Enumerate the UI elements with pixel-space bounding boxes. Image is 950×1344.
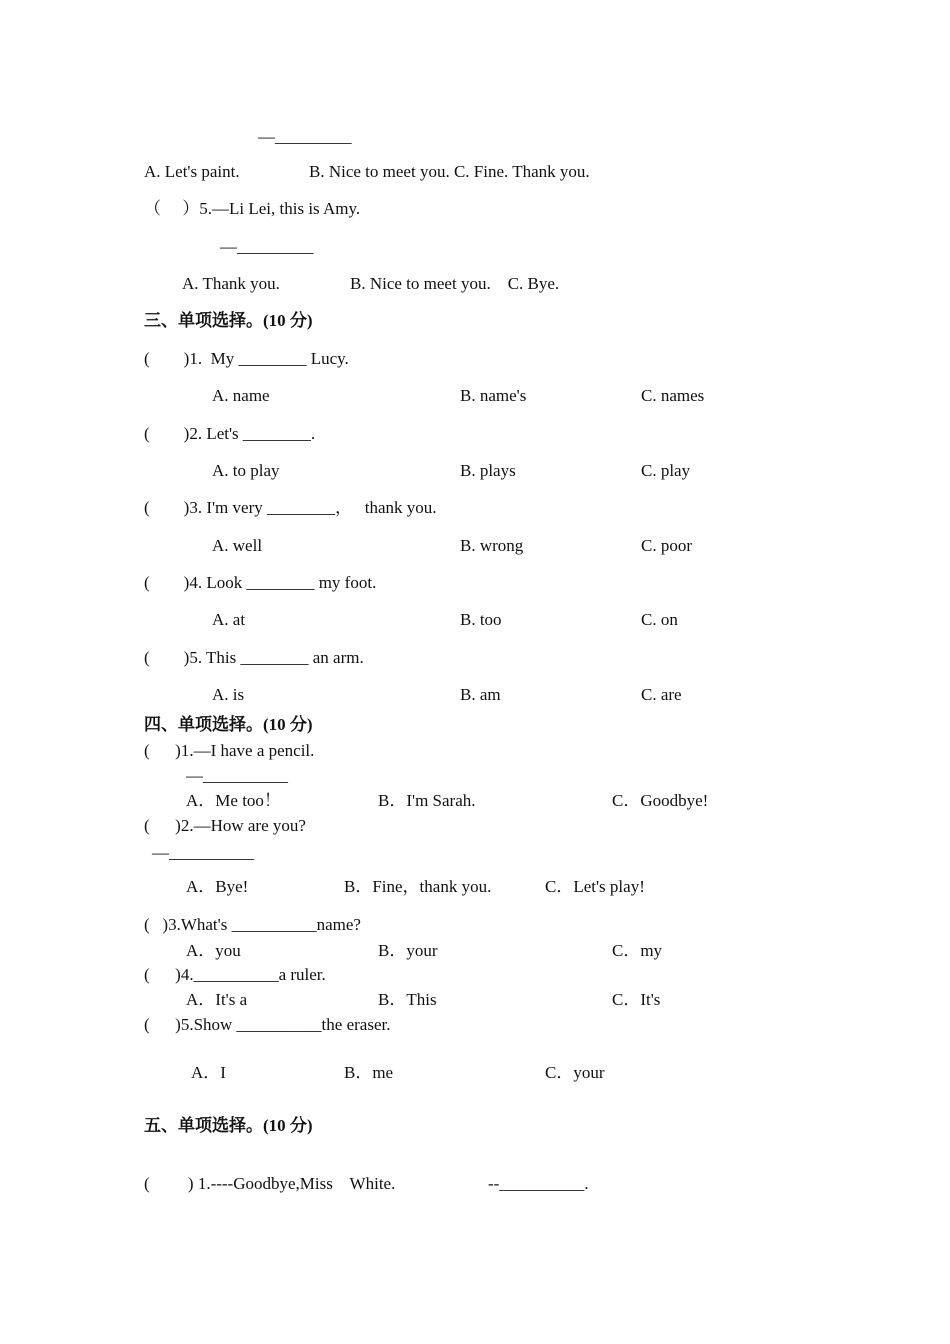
- option-b: B．your: [378, 941, 438, 960]
- option-b: B. name's: [460, 386, 527, 405]
- question-line: ( )1.—I have a pencil.: [144, 741, 315, 760]
- option-c: C. names: [641, 386, 705, 405]
- option-b: B．Fine，thank you.: [344, 877, 492, 896]
- option-c: C. are: [641, 685, 682, 704]
- option-c: C．It's: [612, 990, 661, 1009]
- answer-blank: --__________.: [488, 1174, 589, 1193]
- option-c: C．Goodbye!: [612, 791, 709, 810]
- option-a: A．you: [186, 941, 241, 960]
- question-line: ( ) 1.----Goodbye,Miss White.: [144, 1174, 396, 1193]
- option-c: C．my: [612, 941, 663, 960]
- option-a: A. at: [212, 610, 246, 629]
- option-b: B. am: [460, 685, 501, 704]
- question-line: ( )3.What's __________name?: [144, 915, 361, 934]
- option-c: C．your: [545, 1063, 605, 1082]
- option-a: A. Let's paint.: [144, 162, 240, 181]
- question-line: ( )3. I'm very ________， thank you.: [144, 498, 437, 517]
- option-a: A．Me too！: [186, 791, 281, 810]
- option-bc: B. Nice to meet you. C. Bye.: [350, 274, 560, 293]
- option-a: A. is: [212, 685, 245, 704]
- option-a: A．I: [191, 1063, 226, 1082]
- question-line: （ ）5.—Li Lei, this is Amy.: [144, 199, 361, 218]
- option-a: A. well: [212, 536, 263, 555]
- option-c: C. play: [641, 461, 691, 480]
- option-b: B．This: [378, 990, 437, 1009]
- question-line: ( )2.—How are you?: [144, 816, 306, 835]
- answer-blank: —_________: [258, 127, 352, 146]
- option-c: C. poor: [641, 536, 692, 555]
- answer-blank: —_________: [220, 237, 314, 256]
- answer-blank: —__________: [152, 843, 254, 862]
- answer-blank: —__________: [186, 766, 288, 785]
- option-c: C. on: [641, 610, 678, 629]
- section-heading: 五、单项选择。(10 分): [144, 1116, 313, 1135]
- question-line: ( )5.Show __________the eraser.: [144, 1015, 391, 1034]
- option-c: C．Let's play!: [545, 877, 645, 896]
- section-heading: 三、单项选择。(10 分): [144, 311, 313, 330]
- question-line: ( )4. Look ________ my foot.: [144, 573, 377, 592]
- option-b: B. wrong: [460, 536, 524, 555]
- option-b: B．I'm Sarah.: [378, 791, 476, 810]
- question-line: ( )1. My ________ Lucy.: [144, 349, 349, 368]
- option-a: A. to play: [212, 461, 280, 480]
- option-b: B．me: [344, 1063, 394, 1082]
- option-a: A. name: [212, 386, 270, 405]
- option-bc: B. Nice to meet you. C. Fine. Thank you.: [309, 162, 590, 181]
- option-a: A. Thank you.: [182, 274, 280, 293]
- section-heading: 四、单项选择。(10 分): [144, 715, 313, 734]
- option-b: B. too: [460, 610, 502, 629]
- question-line: ( )5. This ________ an arm.: [144, 648, 364, 667]
- option-a: A．It's a: [186, 990, 248, 1009]
- option-b: B. plays: [460, 461, 516, 480]
- question-line: ( )4.__________a ruler.: [144, 965, 326, 984]
- option-a: A．Bye!: [186, 877, 249, 896]
- question-line: ( )2. Let's ________.: [144, 424, 316, 443]
